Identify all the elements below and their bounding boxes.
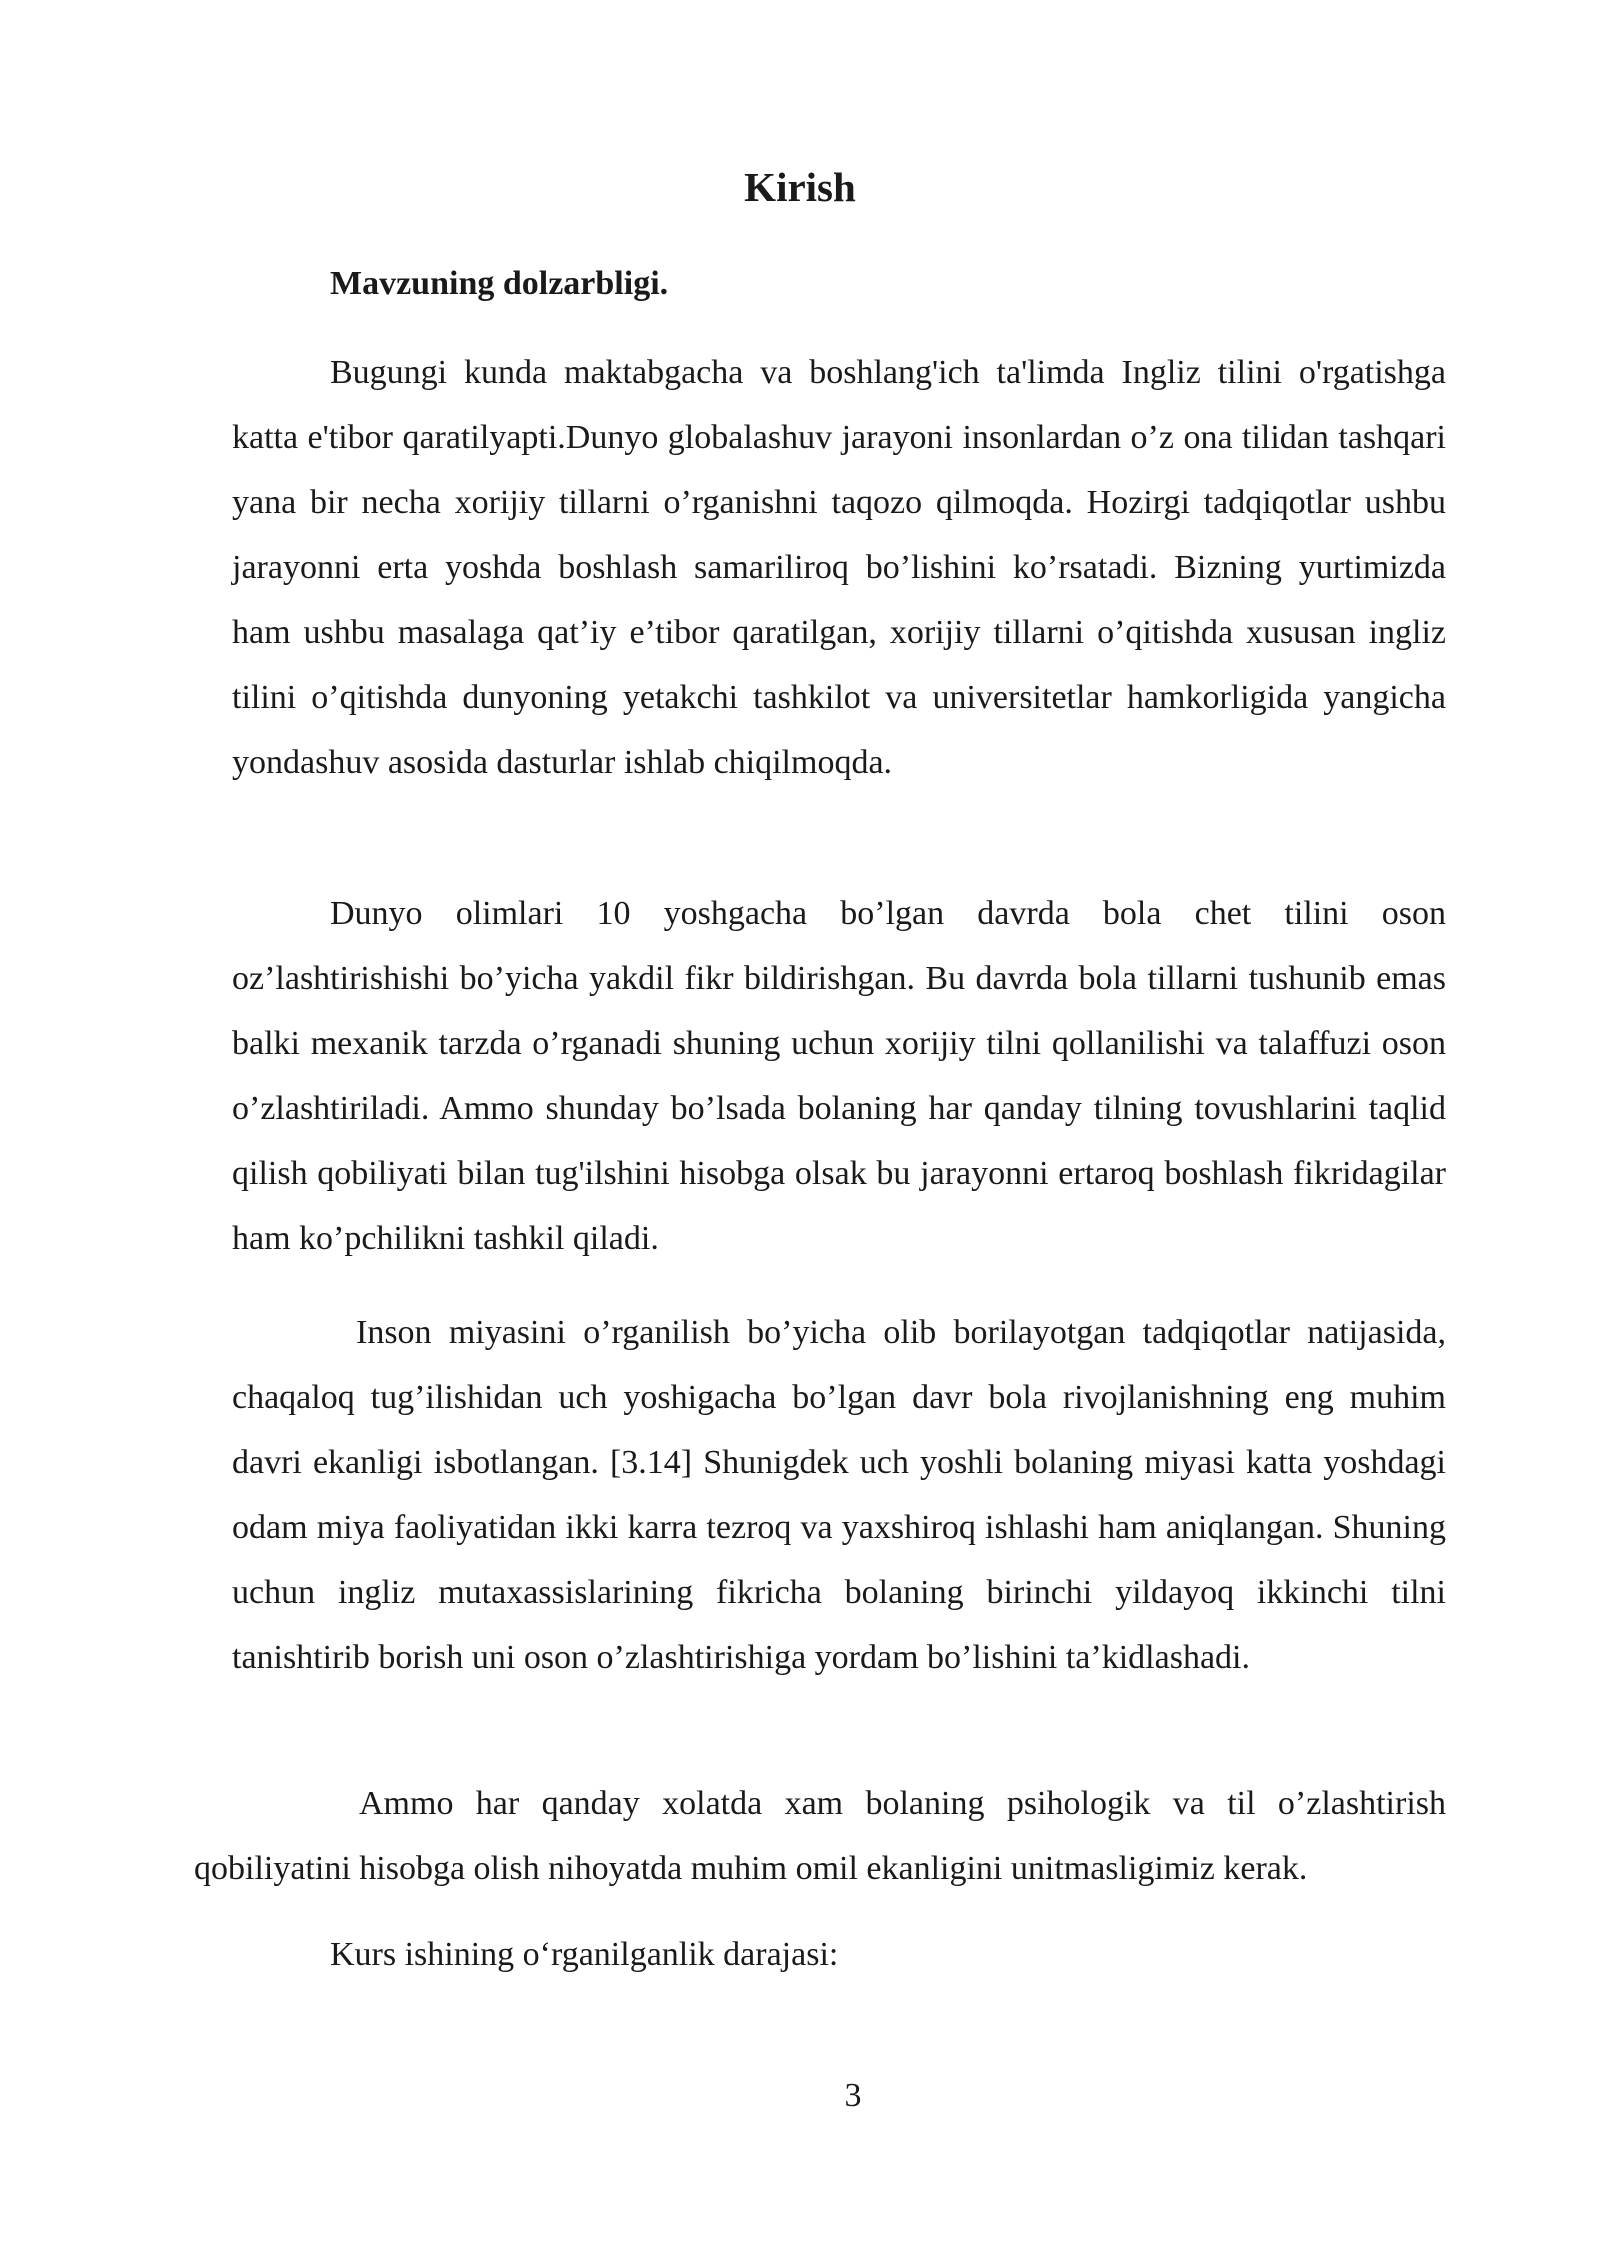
paragraph-2: Dunyo olimlari 10 yoshgacha bo’lgan davrda bola chet tilini oson oz’lashtirishishi bo’yicha yakdil fikr bildirishgan. Bu davrda bola tillarni tushunib emas balki mexanik tarzda o’rganadi shuning uchun xorijiy tilni qollanilishi va talaffuzi oson o’zlashtiriladi. Ammo shunday bo’lsada bolaning har qanday tilning tovushlarini taqlid qilish qobiliyati bilan tug'ilshini hisobga olsak bu jarayonni ertaroq boshlash fikridagilar ham ko’pchilikni tashkil qiladi. <box>232 895 1446 1257</box>
paragraph-1: Bugungi kunda maktabgacha va boshlang'ich ta'limda Ingliz tilini o'rgatishga katta e'tibor qaratilyapti.Dunyo globalashuv jarayoni insonlardan o’z ona tilidan tashqari yana bir necha xorijiy tillarni o’rganishni taqozo qilmoqda. Hozirgi tadqiqotlar ushbu jarayonni erta yoshda boshlash samariliroq bo’lishini ko’rsatadi. Bizning yurtimizda ham ushbu masalaga qat’iy e’tibor qaratilgan, xorijiy tillarni o’qitishda xususan ingliz tilini o’qitishda dunyoning yetakchi tashkilot va universitetlar hamkorligida yangicha yondashuv asosida dasturlar ishlab chiqilmoqda. <box>232 354 1446 781</box>
section-heading: Mavzuning dolzarbligi. <box>330 265 669 302</box>
page-title: Kirish <box>744 164 856 210</box>
paragraph-4: Ammo har qanday xolatda xam bolaning psihologik va til o’zlashtirish qobiliyatini hisobga olish nihoyatda muhim omil ekanligini unitmasligimiz kerak. <box>194 1785 1446 1887</box>
paragraph-3: Inson miyasini o’rganilish bo’yicha olib borilayotgan tadqiqotlar natijasida, chaqaloq tug’ilishidan uch yoshigacha bo’lgan davr bola rivojlanishning eng muhim davri ekanligi isbotlangan. [3.14] Shunigdek uch yoshli bolaning miyasi katta yoshdagi odam miya faoliyatidan ikki karra tezroq va yaxshiroq ishlashi ham aniqlangan. Shuning uchun ingliz mutaxassislarining fikricha bolaning birinchi yildayoq ikkinchi tilni tanishtirib borish uni oson o’zlashtirishiga yordam bo’lishini ta’kidlashadi. <box>232 1314 1446 1676</box>
paragraph-5: Kurs ishining o‘rganilganlik darajasi: <box>330 1936 839 1973</box>
page-number: 3 <box>844 2077 862 2114</box>
